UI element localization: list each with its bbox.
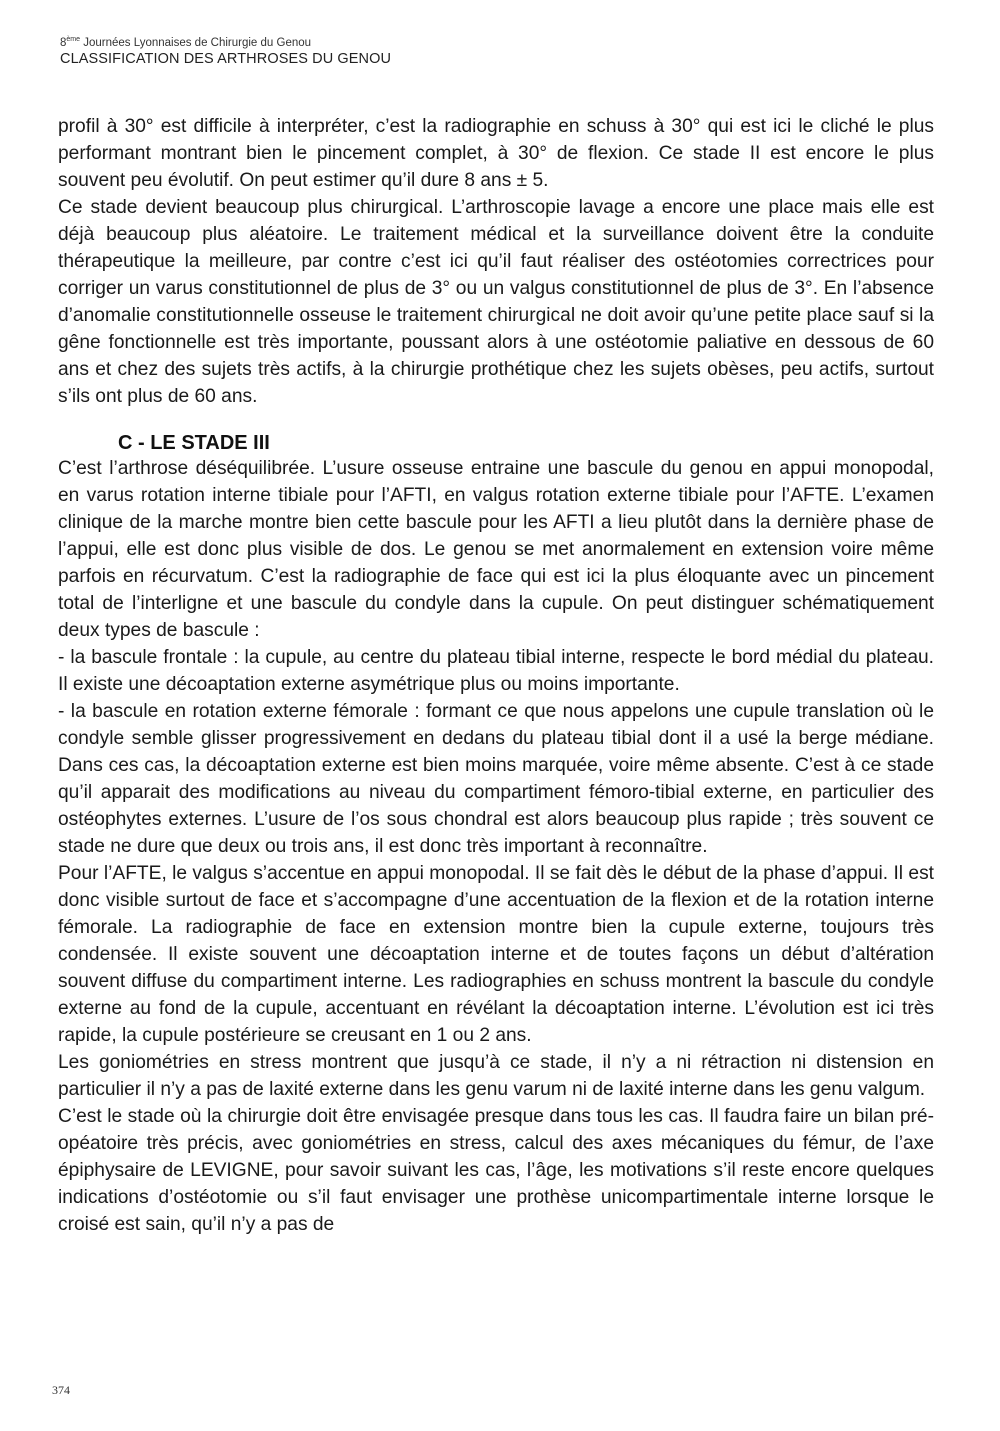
paragraph: C’est le stade où la chirurgie doit être envisagée presque dans tous les cas. Il faudra faire un bilan pré-opéatoire très précis, avec goniométries en stress, calcul des axes mécaniques du fémur, de l’axe épiphysaire de LEVIGNE, pour savoir suivant les cas, l’âge, les motivations s’il reste encore quelques indications d’ostéotomie ou s’il faut envisager une prothèse unicompartimentale interne lorsque le croisé est sain, qu’il n’y a pas de bbox=[58, 1106, 934, 1235]
chapter-title: CLASSIFICATION DES ARTHROSES DU GENOU bbox=[60, 51, 392, 68]
conference-name: Journées Lyonnaises de Chirurgie du Genou bbox=[80, 37, 312, 49]
paragraph: - la bascule en rotation externe fémorale : formant ce que nous appelons une cupule translation où le condyle semble glisser progressivement en dedans du plateau tibial dont il a usé la berge médiane. Dans ces cas, la décoaptation externe est bien moins marquée, voire même absente. C’est à ce stade qu’il apparait des modifications au niveau du compartiment fémoro-tibial externe, en particulier des ostéophytes externes. L’usure de l’os sous chondral est alors beaucoup plus rapide ; très souvent ce stade ne dure que deux ou trois ans, il est donc très important à reconnaître. bbox=[58, 701, 934, 857]
running-head bbox=[60, 36, 391, 69]
section-heading: C - LE STADE III bbox=[118, 432, 270, 454]
edition-superscript: ème bbox=[66, 36, 81, 44]
paragraph: C’est l’arthrose déséquilibrée. L’usure osseuse entraine une bascule du genou en appui monopodal, en varus rotation interne tibiale pour l’AFTI, en valgus rotation externe tibiale pour l’AFTE. L’examen clinique de la marche montre bien cette bascule pour les AFTI a lieu plutôt dans la dernière phase de l’appui, elle est donc plus visible de dos. Le genou se met anormalement en extension voire même parfois en récurvatum. C’est la radiographie de face qui est ici la plus éloquante avec un pincement total de l’interligne et une bascule du condyle dans la cupule. On peut distinguer schématiquement deux types de bascule : bbox=[58, 458, 934, 641]
paragraph: Pour l’AFTE, le valgus s’accentue en appui monopodal. Il se fait dès le début de la phase d’appui. Il est donc visible surtout de face et s’accompagne d’une accentuation de la flexion et de la rotation interne fémorale. La radiographie de face en extension montre bien la cupule externe, toujours très condensée. Il existe souvent une décoaptation interne et de toutes façons un début d’altération souvent diffuse du compartiment interne. Les radiographies en schuss montrent la bascule du condyle externe au fond de la cupule, accentuant en révélant la décoaptation interne. L’évolution est ici très rapide, la cupule postérieure se creusant en 1 ou 2 ans. bbox=[58, 863, 934, 1046]
body-text bbox=[58, 113, 934, 1238]
edition-number: 8 bbox=[60, 37, 67, 49]
conference-title bbox=[60, 36, 391, 50]
paragraph: Les goniométries en stress montrent que jusqu’à ce stade, il n’y a ni rétraction ni distension en particulier il n’y a pas de laxité externe dans les genu varum ni de laxité interne dans les genu valgum. bbox=[58, 1052, 934, 1100]
paragraph: Ce stade devient beaucoup plus chirurgical. L’arthroscopie lavage a encore une place mais elle est déjà beaucoup plus aléatoire. Le traitement médical et la surveillance doivent être la conduite thérapeutique la meilleure, par contre c’est ici qu’il faut réaliser des ostéotomies correctrices pour corriger un varus constitutionnel de plus de 3° ou un valgus constitutionnel de plus de 3°. En l’absence d’anomalie constitutionnelle osseuse le traitement chirurgical ne doit avoir qu’une petite place sauf si la gêne fonctionnelle est très importante, poussant alors à une ostéotomie paliative en dessous de 60 ans et chez des sujets très actifs, à la chirurgie prothétique chez les sujets obèses, peu actifs, surtout s’ils ont plus de 60 ans. bbox=[58, 197, 934, 407]
page-number: 374 bbox=[52, 1383, 70, 1397]
paragraph: - la bascule frontale : la cupule, au centre du plateau tibial interne, respecte le bord médial du plateau. Il existe une décoaptation externe asymétrique plus ou moins importante. bbox=[58, 647, 934, 695]
paragraph: profil à 30° est difficile à interpréter, c’est la radiographie en schuss à 30° qui est ici le cliché le plus performant montrant bien le pincement complet, à 30° de flexion. Ce stade II est encore le plus souvent peu évolutif. On peut estimer qu’il dure 8 ans ± 5. bbox=[58, 116, 934, 191]
